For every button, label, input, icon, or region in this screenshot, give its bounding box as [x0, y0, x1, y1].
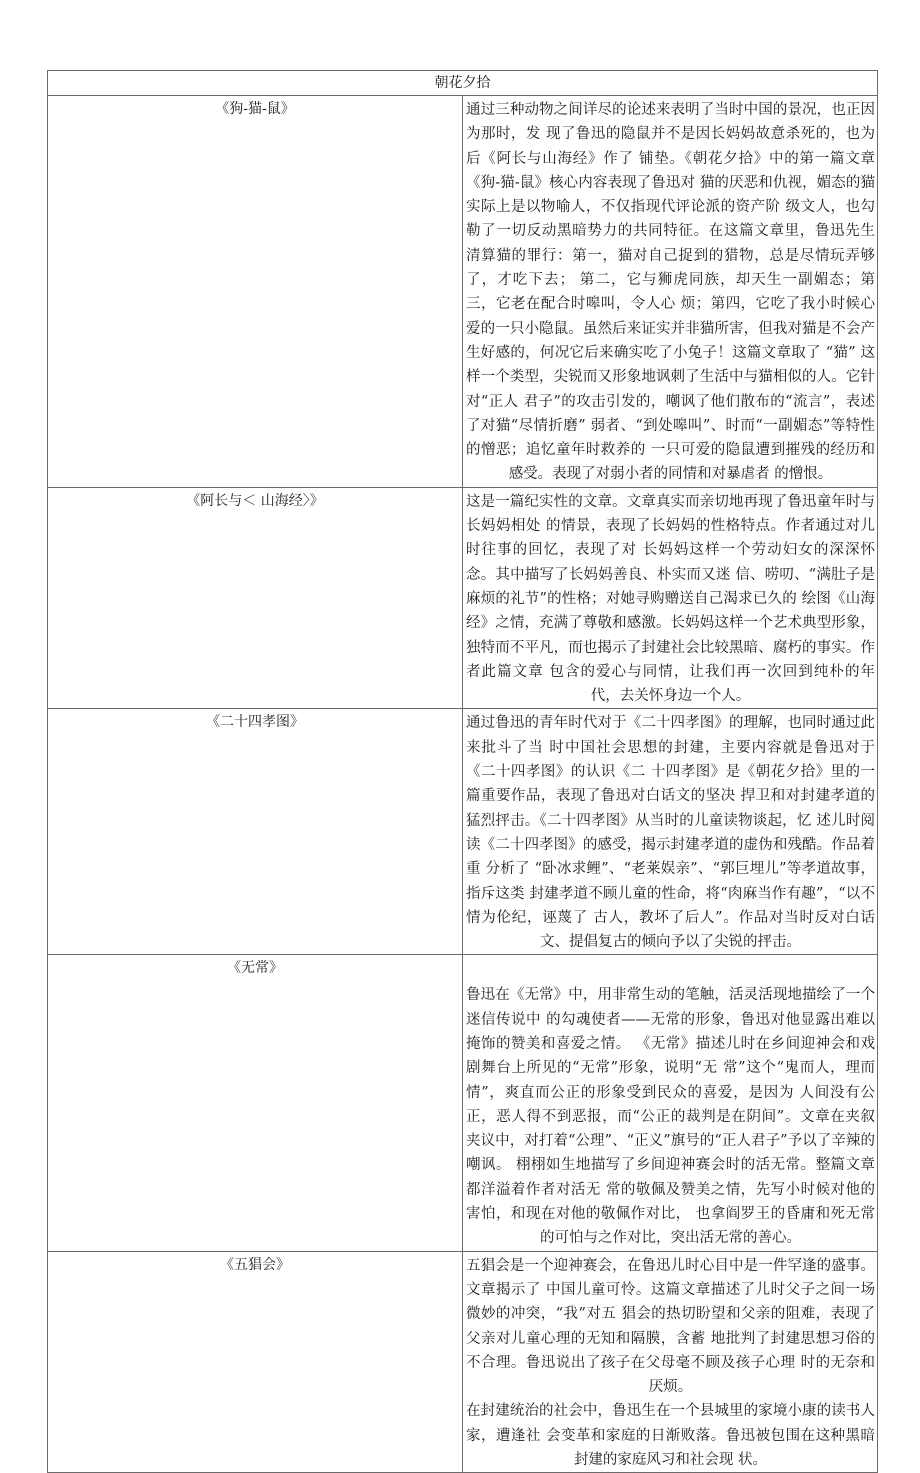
essay-name: 《狗-猫-鼠》: [48, 96, 463, 488]
essay-summary: [463, 709, 878, 955]
essay-summary: [463, 1251, 878, 1473]
summary-text: 五猖会是一个迎神赛会，在鲁迅儿时心目中是一件罕逢的盛事。文章揭示了 中国儿童可怜。这篇文章描述了儿时父子之间一场微妙的冲突，“我”对五 猖会的热切盼望和父亲的阻难，表现了父亲对儿童心理的无知和隔膜，含蓄 地批判了封建思想习俗的不合理。鲁迅说出了孩子在父母毫不顾及孩子心理 时的无奈和厌烦。: [466, 1257, 875, 1396]
essay-name: 《二十四孝图》: [48, 709, 463, 955]
essay-summary: [463, 96, 878, 488]
table-row: [48, 96, 878, 488]
table-row: [48, 1251, 878, 1473]
summary-text: 通过三种动物之间详尽的论述来表明了当时中国的景况，也正因为那时，发 现了鲁迅的隐鼠并不是因长妈妈故意杀死的，也为后《阿长与山海经》作了 铺垫。《朝花夕拾》中的第一篇文章《狗-猫-鼠》核心内容表现了鲁迅对 猫的厌恶和仇视，媚态的猫实际上是以物喻人，不仅指现代评论派的资产阶 级文人，也勾勒了一切反动黑暗势力的共同特征。在这篇文章里，鲁迅先生 清算猫的罪行：第一，猫对自己捉到的猎物，总是尽情玩弄够了，才吃下去； 第二，它与狮虎同族，却天生一副媚态；第三，它老在配合时嗥叫，令人心 烦；第四，它吃了我小时候心爱的一只小隐鼠。虽然后来证实并非猫所害，但我对猫是不会产生好感的，何况它后来确实吃了小兔子！这篇文章取了 “猫” 这样一个类型，尖锐而又形象地讽刺了生活中与猫相似的人。它针对“正人 君子”的攻击引发的，嘲讽了他们散布的“流言”，表述了对猫“尽情折磨” 弱者、“到处嗥叫”、时而“一副媚态”等特性的憎恶；追忆童年时救养的 一只可爱的隐鼠遭到摧残的经历和感受。表现了对弱小者的同情和对暴虐者 的憎恨。: [466, 102, 875, 483]
summary-text: 这是一篇纪实性的文章。文章真实而亲切地再现了鲁迅童年时与长妈妈相处 的情景，表现了长妈妈的性格特点。作者通过对儿时往事的回忆，表现了对 长妈妈这样一个劳动妇女的深深怀念。其中描写了长妈妈善良、朴实而又迷 信、唠叨、“满肚子是麻烦的礼节”的性格；对她寻购赠送自己渴求已久的 绘图《山海经》之情，充满了尊敬和感激。长妈妈这样一个艺术典型形象， 独特而不平凡，而也揭示了封建社会比较黑暗、腐朽的事实。作者此篇文章 包含的爱心与同情，让我们再一次回到纯朴的年代，去关怀身边一个人。: [466, 493, 875, 705]
summary-text: 通过鲁迅的青年时代对于《二十四孝图》的理解，也同时通过此来批斗了当 时中国社会思想的封建，主要内容就是鲁迅对于《二十四孝图》的认识《二 十四孝图》是《朝花夕拾》里的一篇重要作品，表现了鲁迅对白话文的坚决 捍卫和对封建孝道的猛烈抨击。《二十四孝图》从当时的儿童读物谈起，忆 述儿时阅读《二十四孝图》的感受，揭示封建孝道的虚伪和残酷。作品着重 分析了 “卧冰求鲤”、“老莱娱亲”、“郭巨埋儿”等孝道故事，指斥这类 封建孝道不顾儿童的性命，将“肉麻当作有趣”，“以不情为伦纪，诬蔑了 古人，教坏了后人”。作品对当时反对白话文、提倡复古的倾向予以了尖锐的抨击。: [466, 715, 875, 951]
table-row: [48, 709, 878, 955]
essay-name: 《五猖会》: [48, 1251, 463, 1473]
essay-summary: [463, 955, 878, 1251]
table-row: [48, 955, 878, 1251]
summary-text: 鲁迅在《无常》中，用非常生动的笔触，活灵活现地描绘了一个迷信传说中 的勾魂使者——无常的形象，鲁迅对他显露出难以掩饰的赞美和喜爱之情。 《无常》描述儿时在乡间迎神会和戏剧舞台上所见的“无常”形象，说明“无 常”这个“鬼而人，理而情”，爽直而公正的形象受到民众的喜爱，是因为 人间没有公正，恶人得不到恶报，而“公正的裁判是在阴间”。文章在夹叙 夹议中，对打着“公理”、“正义”旗号的“正人君子”予以了辛辣的嘲讽。 栩栩如生地描写了乡间迎神赛会时的活无常。整篇文章都洋溢着作者对活无 常的敬佩及赞美之情，先写小时候对他的害怕，和现在对他的敬佩作对比， 也拿阎罗王的昏庸和死无常的可怕与之作对比，突出活无常的善心。: [466, 987, 875, 1247]
essay-name: 《无常》: [48, 955, 463, 1251]
table-row: [48, 487, 878, 709]
essay-summary: [463, 487, 878, 709]
summary-text-2: 在封建统治的社会中，鲁迅生在一个县城里的家境小康的读书人家，遭逢社 会变革和家庭的日渐败落。鲁迅被包围在这种黑暗封建的家庭风习和社会现 状。: [466, 1403, 875, 1469]
table-title: 朝花夕拾: [48, 71, 878, 96]
essay-name: 《阿长与＜ 山海经〉》: [48, 487, 463, 709]
summary-table: [47, 70, 878, 1473]
